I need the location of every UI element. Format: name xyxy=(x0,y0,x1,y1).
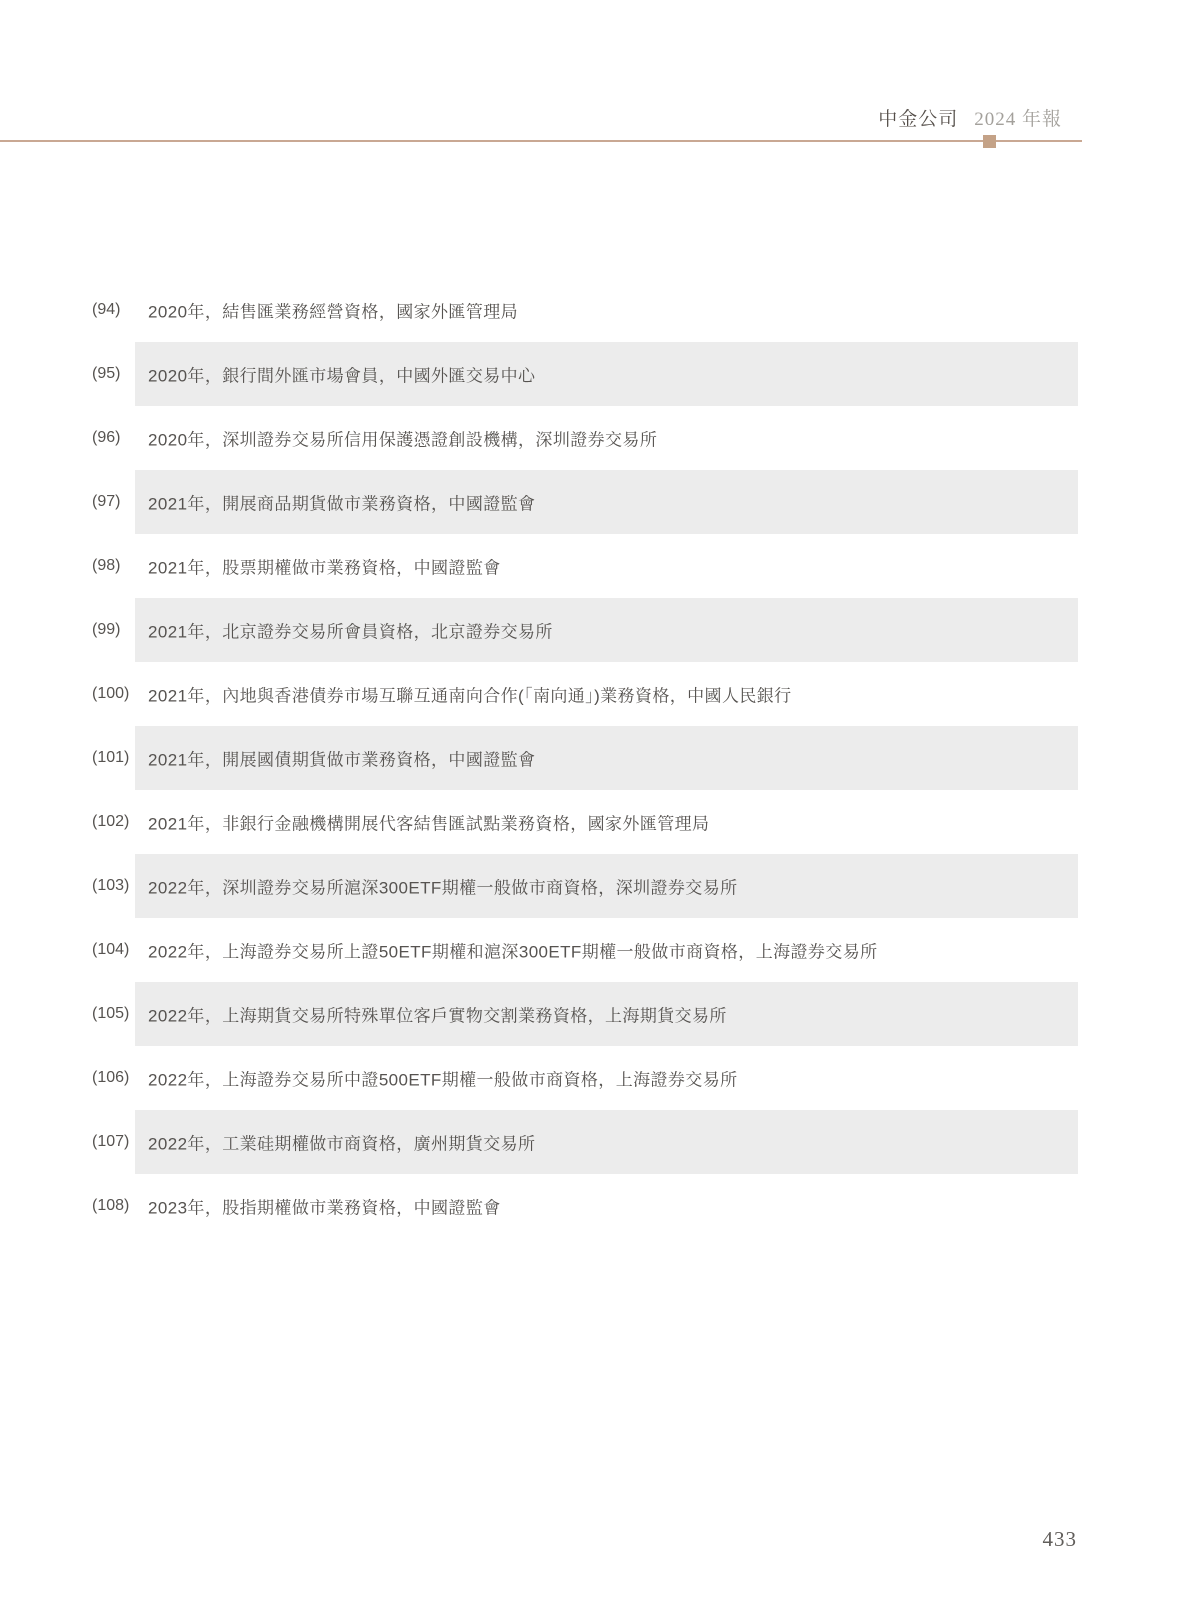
list-item xyxy=(0,1174,1190,1238)
list-item xyxy=(0,598,1190,662)
list-item-text: 2022年，上海證券交易所上證50ETF期權和滬深300ETF期權一般做市商資格，上海證券交易所 xyxy=(148,942,878,962)
list-item-text: 2021年，北京證券交易所會員資格，北京證券交易所 xyxy=(148,622,553,642)
list-item xyxy=(0,342,1190,406)
header-rule xyxy=(0,140,1082,142)
list-item-number: (94) xyxy=(92,301,121,318)
list-item-number: (102) xyxy=(92,813,130,830)
list-item-number: (103) xyxy=(92,877,130,894)
list-item xyxy=(0,854,1190,918)
list-item-text: 2022年，深圳證券交易所滬深300ETF期權一般做市商資格，深圳證券交易所 xyxy=(148,878,738,898)
list-item xyxy=(0,726,1190,790)
list-item-number: (105) xyxy=(92,1005,130,1022)
list-item-number: (97) xyxy=(92,493,121,510)
list-item-number: (106) xyxy=(92,1069,130,1086)
page-header xyxy=(0,0,1190,160)
report-year: 2024 年報 xyxy=(974,109,1062,130)
list-item xyxy=(0,982,1190,1046)
list-item xyxy=(0,662,1190,726)
list-item-number: (104) xyxy=(92,941,130,958)
list-item-text: 2021年，內地與香港債券市場互聯互通南向合作(「南向通」)業務資格，中國人民銀行 xyxy=(148,686,792,706)
list-item-text: 2022年，上海證券交易所中證500ETF期權一般做市商資格，上海證券交易所 xyxy=(148,1070,738,1090)
header-title xyxy=(878,104,1062,131)
list-item-number: (98) xyxy=(92,557,121,574)
list-item xyxy=(0,1046,1190,1110)
list-item-text: 2021年，非銀行金融機構開展代客結售匯試點業務資格，國家外匯管理局 xyxy=(148,814,710,834)
list-item-text: 2021年，開展國債期貨做市業務資格，中國證監會 xyxy=(148,750,536,770)
list-item-number: (99) xyxy=(92,621,121,638)
list-item-text: 2020年，結售匯業務經營資格，國家外匯管理局 xyxy=(148,302,519,322)
company-name: 中金公司 xyxy=(878,109,959,130)
list-item xyxy=(0,1110,1190,1174)
list-item-text: 2020年，深圳證券交易所信用保護憑證創設機構，深圳證券交易所 xyxy=(148,430,658,450)
list-item-number: (96) xyxy=(92,429,121,446)
list-item-number: (101) xyxy=(92,749,130,766)
list-item-text: 2022年，上海期貨交易所特殊單位客戶實物交割業務資格，上海期貨交易所 xyxy=(148,1006,727,1026)
list-item xyxy=(0,470,1190,534)
list-item-text: 2021年，開展商品期貨做市業務資格，中國證監會 xyxy=(148,494,536,514)
list-item xyxy=(0,918,1190,982)
page-number: 433 xyxy=(1042,1527,1077,1551)
qualification-list xyxy=(0,278,1190,1238)
list-item-text: 2023年，股指期權做市業務資格，中國證監會 xyxy=(148,1198,501,1218)
list-item xyxy=(0,406,1190,470)
list-item-text: 2020年，銀行間外匯市場會員，中國外匯交易中心 xyxy=(148,366,536,386)
header-rule-marker xyxy=(983,135,996,148)
list-item-number: (107) xyxy=(92,1133,130,1150)
list-item-text: 2021年，股票期權做市業務資格，中國證監會 xyxy=(148,558,501,578)
list-item xyxy=(0,790,1190,854)
list-item-number: (100) xyxy=(92,685,130,702)
list-item xyxy=(0,278,1190,342)
list-item-number: (95) xyxy=(92,365,121,382)
list-item-text: 2022年，工業硅期權做市商資格，廣州期貨交易所 xyxy=(148,1134,536,1154)
list-item xyxy=(0,534,1190,598)
list-item-number: (108) xyxy=(92,1197,130,1214)
